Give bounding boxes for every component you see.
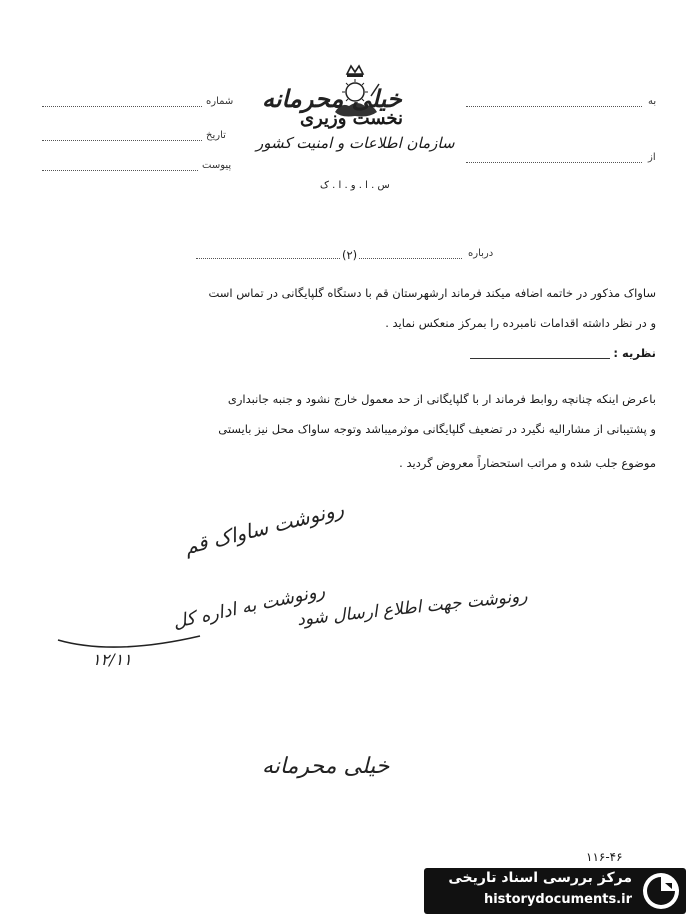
para1-line2: و در نظر داشته اقدامات نامبرده را بمرکز منعکس نماید . (385, 316, 656, 330)
watermark-box (424, 868, 686, 914)
subject-line (196, 258, 462, 259)
handwritten-initials: ۱۲/۱۱ (92, 650, 132, 669)
para2-line2: و پشتیبانی از مشارالیه نگیرد در تضعیف گلپایگانی موثرمیباشد وتوجه ساواک محل نیز بایستی (218, 422, 656, 436)
heading-underline (470, 358, 610, 359)
attachment-line (42, 170, 198, 171)
subject-label: درباره (468, 248, 494, 259)
header-ministry: نخست وزیری (300, 108, 404, 129)
number-line (42, 106, 202, 107)
para2-line1: باعرض اینکه چنانچه روابط فرماند ار با گلپایگانی از حد معمول خارج نشود و جنبه جانبداری (227, 392, 656, 406)
to-label: به (648, 96, 657, 107)
watermark-url: historydocuments.ir (483, 892, 632, 907)
handwritten-note-2: رونوشت به اداره کل (171, 580, 327, 633)
attachment-label: پیوست (202, 160, 232, 171)
page-mark: (۲) (342, 248, 358, 262)
para1-line1: ساواک مذکور در خاتمه اضافه میکند فرماند ارشهرستان قم با دستگاه گلپایگانی در تماس است (208, 286, 656, 300)
date-label: تاریخ (206, 130, 226, 141)
from-line (466, 162, 642, 163)
header-code: س . ا . و . ا . ک (320, 180, 390, 191)
handwritten-note-1: رونوشت ساواک قم (181, 496, 347, 560)
watermark-text-fa: مرکز بررسی اسناد تاریخی (448, 870, 632, 886)
to-line (466, 106, 642, 107)
header-classification: خیلی محرمانه (262, 84, 402, 113)
date-line (42, 140, 202, 141)
from-label: از (648, 152, 656, 163)
para2-line3: موضوع جلب شده و مراتب استحضاراً معروض گردید . (399, 456, 656, 470)
handwritten-note-3: رونوشت جهت اطلاع ارسال شود (296, 586, 529, 631)
footer-classification: خیلی محرمانه (262, 754, 390, 779)
document-number: ۱۱۶-۴۶ (586, 850, 623, 864)
number-label: شماره (206, 96, 234, 107)
opinion-heading: نظریه : (613, 346, 656, 360)
watermark-logo-icon (640, 871, 682, 911)
header-organization: سازمان اطلاعات و امنیت کشور (256, 134, 455, 152)
